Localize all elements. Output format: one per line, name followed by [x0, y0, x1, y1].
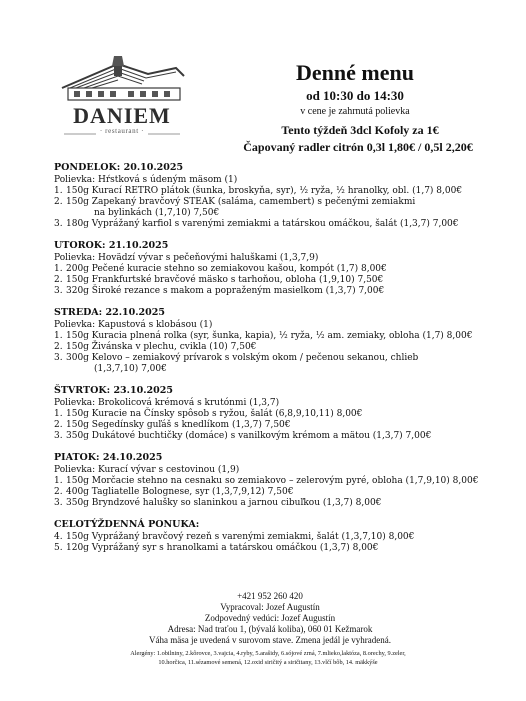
- day-heading: ŠTVRTOK: 23.10.2025: [54, 385, 173, 396]
- item-text: 320g Široké rezance s makom a popraženým masielkom (1,3,7) 7,00€: [66, 286, 385, 296]
- item-text: 200g Pečené kuracie stehno so zemiakovou kašou, kompót (1,7) 8,00€: [66, 264, 387, 274]
- day-wednesday: [54, 307, 516, 375]
- manager: Zodpovedný vedúci: Jozef Augustín: [204, 613, 336, 623]
- day-friday: [54, 452, 516, 509]
- item-number: 1.: [54, 476, 63, 486]
- kofola-offer: Tento týždeň 3dcl Kofoly za 1€: [281, 123, 439, 137]
- item-text: 150g Živánska v plechu, cvikla (10) 7,50€: [66, 342, 257, 352]
- day-heading: PONDELOK: 20.10.2025: [54, 162, 184, 173]
- day-thursday: [54, 385, 516, 442]
- menu-item: [54, 543, 516, 554]
- item-continuation: (1,3,7,10) 7,00€: [94, 364, 167, 374]
- item-number: 3.: [54, 219, 63, 229]
- item-text: 180g Vyprážaný karfiol s varenými zemiakmi a tatárskou omáčkou, šalát (1,3,7) 7,00€: [66, 219, 459, 229]
- menu-item: [54, 409, 516, 420]
- menu-item: [54, 420, 516, 431]
- item-number: 3.: [54, 431, 63, 441]
- weekly-heading: CELOTÝŽDENNÁ PONUKA:: [54, 519, 200, 530]
- item-text: 350g Dukátové buchtičky (domáce) s vanilkovým krémom a mätou (1,3,7) 7,00€: [66, 431, 432, 441]
- item-number: 4.: [54, 532, 63, 542]
- menu-item: [54, 342, 516, 353]
- weekly-menu: [54, 162, 516, 564]
- item-number: 2.: [54, 487, 63, 497]
- item-number: 5.: [54, 543, 63, 553]
- item-text: 150g Kuracie na Čínsky spôsob s ryžou, šalát (6,8,9,10,11) 8,00€: [66, 409, 363, 419]
- item-text: 350g Bryndzové halušky so slaninkou a jarnou cibuľkou (1,3,7) 8,00€: [66, 498, 382, 508]
- day-soup: Polievka: Kapustová s klobásou (1): [54, 320, 213, 330]
- menu-item: [54, 476, 516, 487]
- menu-item: [54, 186, 516, 197]
- day-heading: PIATOK: 24.10.2025: [54, 452, 163, 463]
- restaurant-logo: [56, 54, 188, 140]
- prepared-by: Vypracoval: Jozef Augustín: [220, 602, 320, 612]
- item-number: 1.: [54, 409, 63, 419]
- menu-item: [54, 264, 516, 275]
- item-number: 3.: [54, 498, 63, 508]
- item-text: 150g Segedínsky guľáš s knedlíkom (1,3,7) 7,50€: [66, 420, 291, 430]
- radler-offer: Čapovaný radler citrón 0,3l 1,80€ / 0,5l 2,20€: [243, 140, 473, 154]
- item-number: 2.: [54, 420, 63, 430]
- phone-number: +421 952 260 420: [237, 591, 303, 601]
- menu-item: [54, 353, 516, 364]
- day-tuesday: [54, 240, 516, 297]
- day-heading: STREDA: 22.10.2025: [54, 307, 165, 318]
- menu-item: [54, 487, 516, 498]
- logo-subtitle: · restaurant ·: [99, 127, 145, 135]
- day-soup: Polievka: Hovädzí vývar s pečeňovými haluškami (1,3,7,9): [54, 253, 319, 263]
- menu-item: [54, 197, 516, 208]
- item-text: 300g Kelovo – zemiakový prívarok s volským okom / pečenou sekanou, chlieb: [66, 353, 419, 363]
- menu-item: [54, 275, 516, 286]
- menu-item: [54, 532, 516, 543]
- item-number: 1.: [54, 186, 63, 196]
- allergen-line: 10.horčica, 11.sézamové semená, 12.oxid siričitý a siričitany, 13.vlčí bôb, 14. mäkkýše: [158, 659, 378, 666]
- day-heading: UTOROK: 21.10.2025: [54, 240, 169, 251]
- page-title: Denné menu: [296, 60, 414, 85]
- item-text: 150g Morčacie stehno na cesnaku so zemiakovo – zelerovým pyré, obloha (1,7,9,10) 8,00€: [66, 476, 479, 486]
- menu-item: [54, 286, 516, 297]
- allergen-legend: [58, 649, 478, 667]
- weight-note: Váha mäsa je uvedená v surovom stave. Zmena jedál je vyhradená.: [149, 635, 391, 645]
- footer: [60, 591, 480, 646]
- day-soup: Polievka: Brokolicová krémová s krutónmi (1,3,7): [54, 398, 280, 408]
- item-text: 150g Kuracia plnená rolka (syr, šunka, kapia), ½ ryža, ½ am. zemiaky, obloha (1,7) 8,00€: [66, 331, 473, 341]
- soup-included-note: v cene je zahrnutá polievka: [300, 106, 410, 117]
- item-number: 3.: [54, 286, 63, 296]
- item-number: 3.: [54, 353, 63, 363]
- day-monday: [54, 162, 516, 230]
- item-text: 120g Vyprážaný syr s hranolkami a tatárskou omáčkou (1,3,7) 8,00€: [66, 543, 379, 553]
- item-number: 2.: [54, 197, 63, 207]
- item-text: 150g Frankfurtské bravčové mäsko s tarhoňou, obloha (1,9,10) 7,50€: [66, 275, 384, 285]
- menu-item: [54, 431, 516, 442]
- item-number: 1.: [54, 264, 63, 274]
- menu-item: [54, 219, 516, 230]
- allergen-line: Alergény: 1.obilniny, 2.kôrovce, 3.vajcia, 4.ryby, 5.arašidy, 6.sójové zrná, 7.mlieko,laktóza, 8.orechy, 9.zeler,: [130, 650, 406, 657]
- item-number: 2.: [54, 342, 63, 352]
- menu-item: [54, 498, 516, 509]
- menu-item: [54, 331, 516, 342]
- item-continuation: na bylinkách (1,7,10) 7,50€: [94, 208, 220, 218]
- item-text: 150g Zapekaný bravčový STEAK (saláma, camembert) s pečenými zemiakmi: [66, 197, 416, 207]
- day-soup: Polievka: Hŕstková s údeným mäsom (1): [54, 175, 238, 185]
- item-text: 150g Vyprážaný bravčový rezeň s varenými zemiakmi, šalát (1,3,7,10) 8,00€: [66, 532, 415, 542]
- day-soup: Polievka: Kurací vývar s cestovinou (1,9): [54, 465, 240, 475]
- item-number: 1.: [54, 331, 63, 341]
- logo-name: DANIEM: [73, 103, 171, 128]
- item-text: 400g Tagliatelle Bolognese, syr (1,3,7,9,12) 7,50€: [66, 487, 294, 497]
- opening-hours: od 10:30 do 14:30: [306, 88, 404, 103]
- address: Adresa: Nad traťou 1, (bývalá koliba), 060 01 Kežmarok: [167, 624, 373, 634]
- weekly-offer: [54, 519, 516, 554]
- item-number: 2.: [54, 275, 63, 285]
- item-text: 150g Kurací RETRO plátok (šunka, broskyňa, syr), ½ ryža, ½ hranolky, obl. (1,7) 8,00€: [66, 186, 463, 196]
